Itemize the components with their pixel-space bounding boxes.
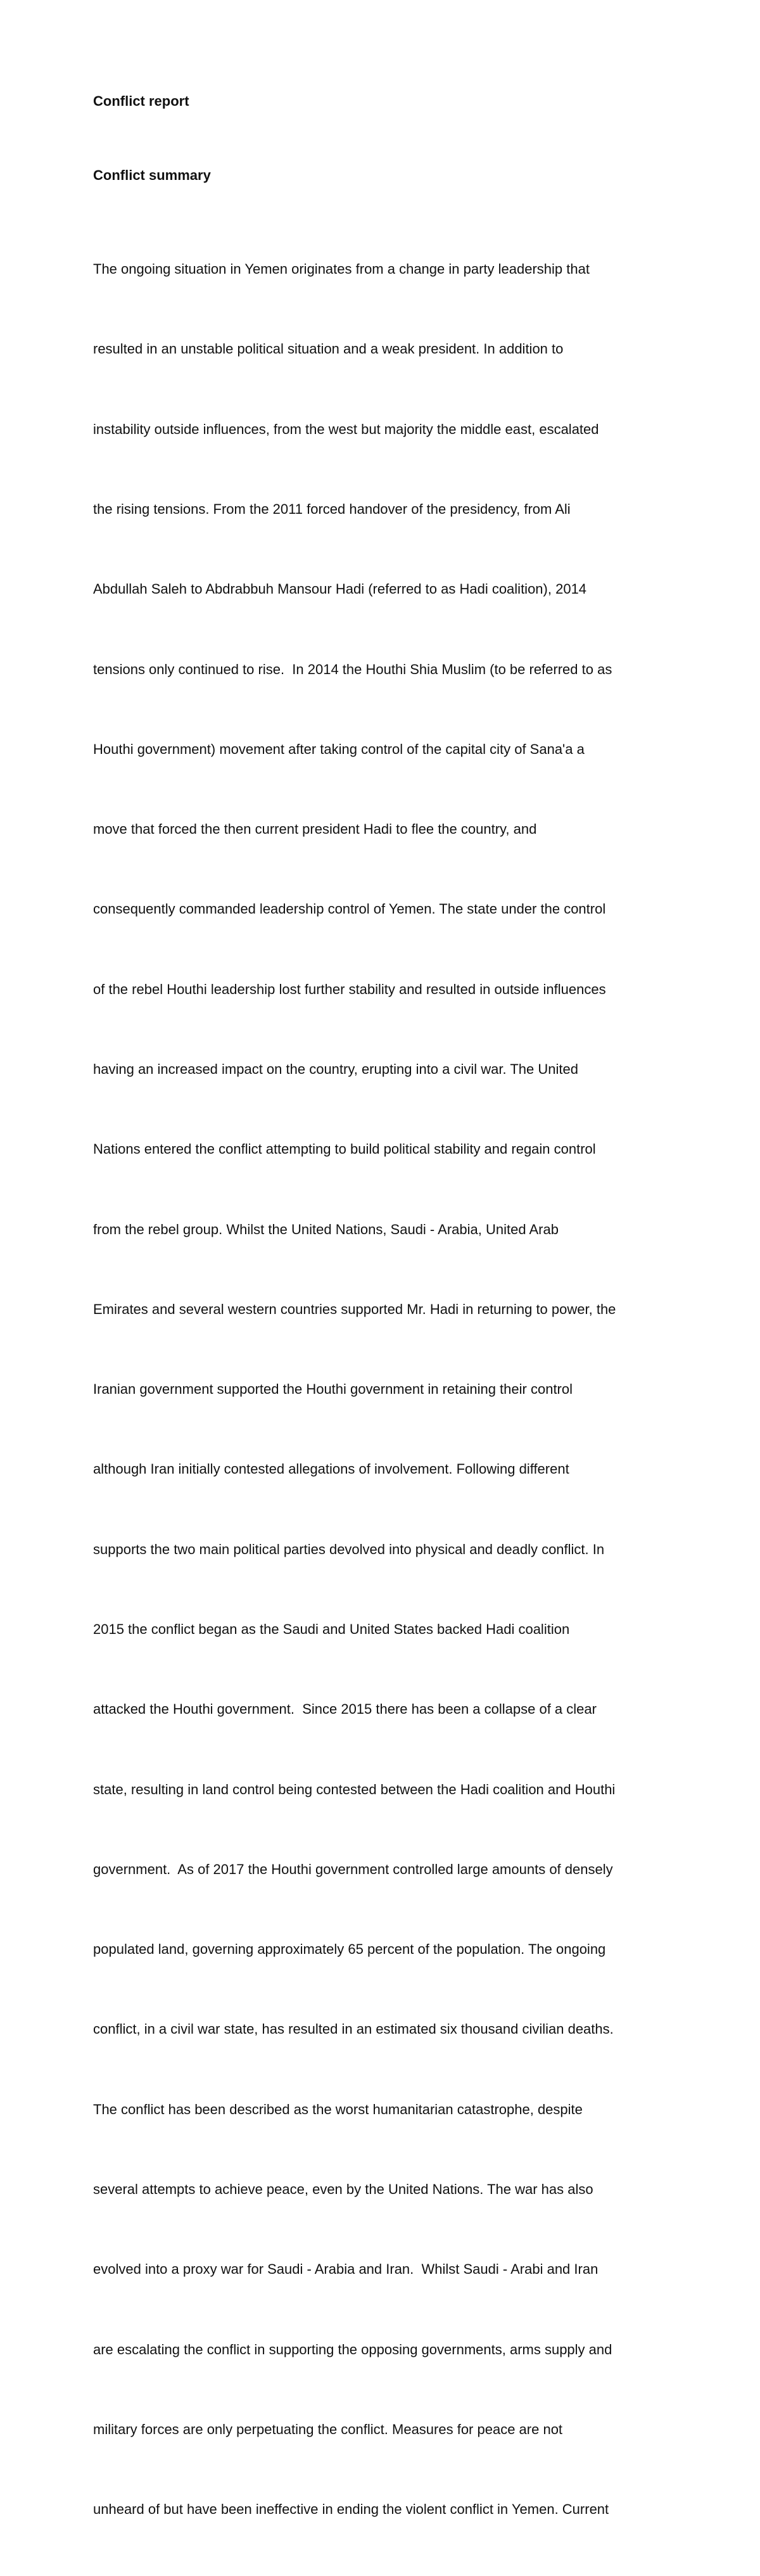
paragraph-line: populated land, governing approximately 65 percent of the population. The ongoing [93,1941,606,1958]
paragraph-line: are escalating the conflict in supporting the opposing governments, arms supply and [93,2341,612,2357]
paragraph-line: state, resulting in land control being contested between the Hadi coalition and Houthi [93,1781,616,1797]
paragraph-line: tensions only continued to rise. In 2014 the Houthi Shia Muslim (to be referred to as [93,661,612,677]
paragraph-line: instability outside influences, from the west but majority the middle east, escalated [93,421,599,437]
section-heading: Conflict summary [93,167,211,183]
paragraph-line: government. As of 2017 the Houthi government controlled large amounts of densely [93,1861,613,1877]
paragraph-line: Nations entered the conflict attempting to build political stability and regain control [93,1141,596,1157]
paragraph-line: Abdullah Saleh to Abdrabbuh Mansour Hadi (referred to as Hadi coalition), 2014 [93,581,587,597]
paragraph-line: Emirates and several western countries supported Mr. Hadi in returning to power, the [93,1301,616,1317]
paragraph-line: The conflict has been described as the worst humanitarian catastrophe, despite [93,2101,583,2117]
paragraph-line: 2015 the conflict began as the Saudi and United States backed Hadi coalition [93,1621,570,1637]
body-paragraph [93,203,676,2576]
paragraph-line: supports the two main political parties devolved into physical and deadly conflict. In [93,1541,605,1557]
paragraph-line: of the rebel Houthi leadership lost further stability and resulted in outside influences [93,981,606,997]
paragraph-line: having an increased impact on the country, erupting into a civil war. The United [93,1061,578,1077]
paragraph-line: consequently commanded leadership control of Yemen. The state under the control [93,901,606,917]
paragraph-line: military forces are only perpetuating the conflict. Measures for peace are not [93,2421,563,2437]
paragraph-line: although Iran initially contested allegations of involvement. Following different [93,1461,569,1477]
paragraph-line: Houthi government) movement after taking control of the capital city of Sana'a a [93,741,585,757]
paragraph-line: from the rebel group. Whilst the United Nations, Saudi - Arabia, United Arab [93,1221,559,1237]
paragraph-line: resulted in an unstable political situation and a weak president. In addition to [93,341,564,357]
document-title: Conflict report [93,93,189,109]
paragraph-line: several attempts to achieve peace, even by the United Nations. The war has also [93,2181,593,2197]
paragraph-line: Iranian government supported the Houthi government in retaining their control [93,1381,573,1398]
paragraph-line: conflict, in a civil war state, has resulted in an estimated six thousand civilian deaths. [93,2021,614,2037]
paragraph-line: attacked the Houthi government. Since 2015 there has been a collapse of a clear [93,1701,597,1718]
paragraph-line: unheard of but have been ineffective in ending the violent conflict in Yemen. Current [93,2501,609,2518]
paragraph-line: The ongoing situation in Yemen originates from a change in party leadership that [93,261,590,277]
paragraph-line: evolved into a proxy war for Saudi - Arabia and Iran. Whilst Saudi - Arabi and Iran [93,2261,598,2278]
paragraph-line: the rising tensions. From the 2011 forced handover of the presidency, from Ali [93,501,571,518]
paragraph-line: move that forced the then current president Hadi to flee the country, and [93,821,537,838]
